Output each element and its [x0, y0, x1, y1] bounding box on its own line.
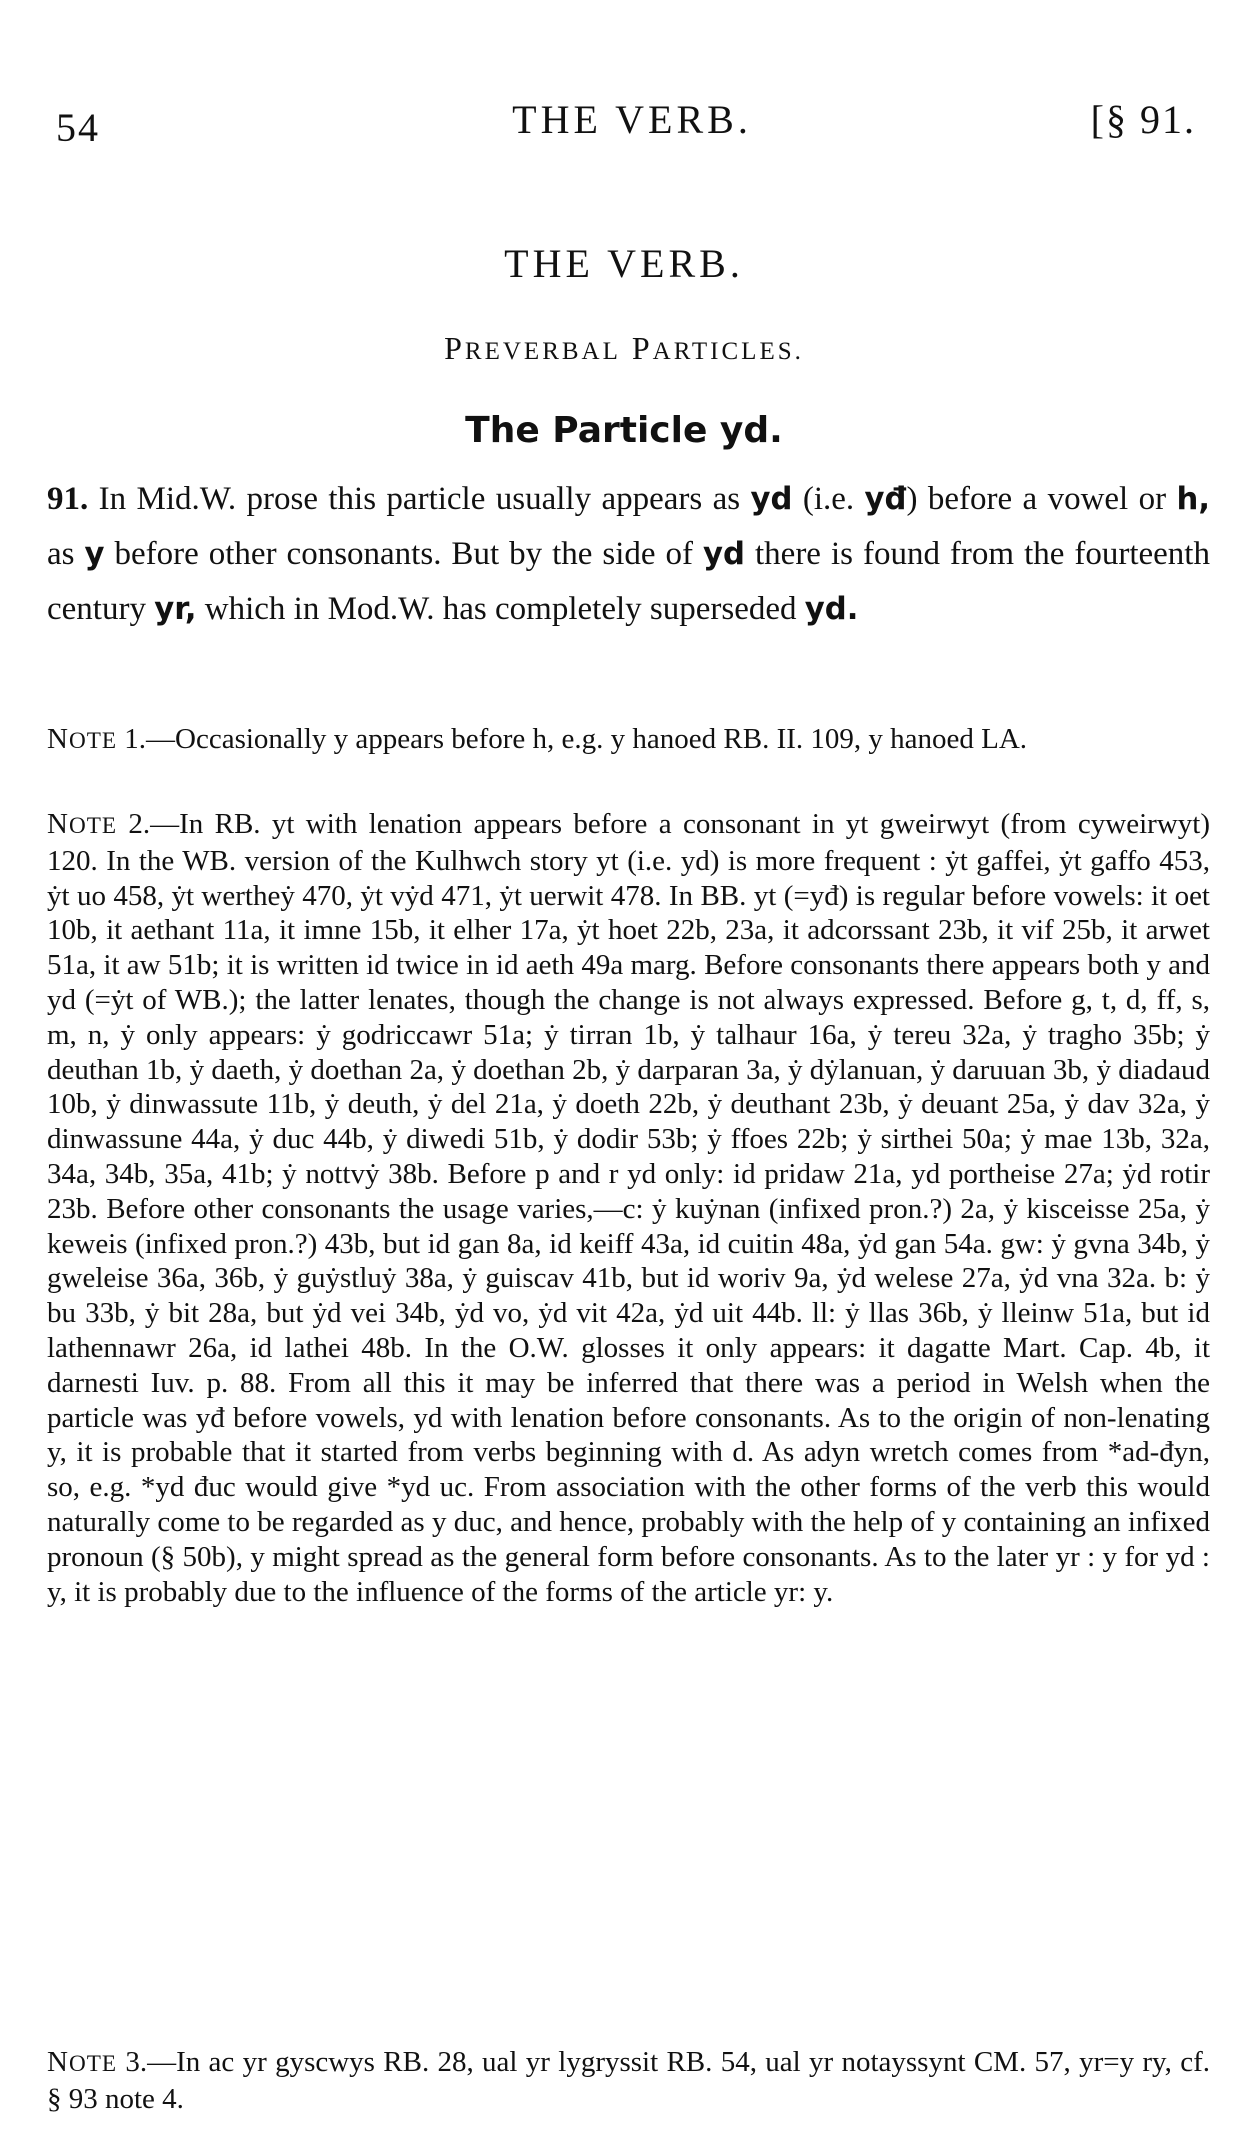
section-title-initial-2: P	[631, 330, 653, 366]
paragraph-91	[47, 472, 1210, 637]
note-text: 3.—In ac yr gyscwys RB. 28, ual yr lygryssit RB. 54, ual yr notayssynt CM. 57, yr=y ry, cf. § 93 note 4.	[47, 2046, 1210, 2115]
chapter-title: THE VERB.	[504, 241, 744, 286]
note-text: 2.—In RB. yt with lenation appears before a consonant in yt gweirwyt (from cyweirwyt) 120. In the WB. version of the Kulhwch story yt (i.e. yd) is more frequent : ẏt gaffei, ẏt gaffo 453, ẏt uo 458, ẏt wertheẏ 470, ẏt vẏd 471, ẏt uerwit 478. In BB. yt (=yđ) is regular before vowels: it oet 10b, it aethant 11a, it imne 15b, it elher 17a, ẏt hoet 22b, 23a, it adcorssant 23b, it vif 25b, it arwet 51a, it aw 51b; it is written id twice in id aeth 49a marg. Before consonants there appears both y and yd (=ẏt of WB.); the latter lenates, though the change is not always expressed. Before g, t, d, ff, s, m, n, ẏ only appears: ẏ godriccawr 51a; ẏ tirran 1b, ẏ talhaur 16a, ẏ tereu 32a, ẏ tragho 35b; ẏ deuthan 1b, ẏ daeth, ẏ doethan 2a, ẏ doethan 2b, ẏ darparan 3a, ẏ dẏlanuan, ẏ daruuan 3b, ẏ diadaud 10b, ẏ dinwassute 11b, ẏ deuth, ẏ del 21a, ẏ doeth 22b, ẏ deuthant 23b, ẏ deuant 25a, ẏ dav 32a, ẏ dinwassune 44a, ẏ duc 44b, ẏ diwedi 51b, ẏ dodir 53b; ẏ ffoes 22b; ẏ sirthei 50a; ẏ mae 13b, 32a, 34a, 34b, 35a, 41b; ẏ nottvẏ 38b. Before p and r yd only: id pridaw 21a, yd portheise 27a; ẏd rotir 23b. Before other consonants the usage varies,—c: ẏ kuẏnan (infixed pron.?) 2a, ẏ kisceisse 25a, ẏ keweis (infixed pron.?) 43b, but id gan 8a, id keiff 43a, id cuitin 48a, ẏd gan 54a. gw: ẏ gvna 34b, ẏ gweleise 36a, 36b, ẏ guẏstluẏ 38a, ẏ guiscav 41b, but id woriv 9a, ẏd welese 27a, ẏd vna 32a. b: ẏ bu 33b, ẏ bit 28a, but ẏd vei 34b, ẏd vo, ẏd vit 42a, ẏd uit 44b. ll: ẏ llas 36b, ẏ lleinw 51a, but id lathennawr 26a, id lathei 48b. In the O.W. glosses it only appears: it dagatte Mart. Cap. 4b, it darnesti Iuv. p. 88. From all this it may be inferred that there was a period in Welsh when the particle was yđ before vowels, yd with lenation before consonants. As to the origin of non-lenating y, it is probable that it started from verbs beginning with d. As adyn wretch comes from *ad-đyn, so, e.g. *yd đuc would give *yd uc. From association with the other forms of the verb this would naturally come to be regarded as y duc, and hence, probably with the help of y containing an infixed pronoun (§ 50b), y might spread as the general form before consonants. As to the later yr : y for yd : y, it is probably due to the influence of the forms of the article yr: y.	[47, 808, 1210, 1608]
para-text: there is found from the fourteenth century	[47, 536, 1210, 627]
para-text: before other consonants. But by the side of	[104, 536, 704, 572]
section-marker: [§ 91.	[1090, 97, 1196, 142]
para-bold: y	[84, 537, 105, 572]
para-text: as	[47, 536, 85, 572]
running-head	[56, 96, 1208, 150]
para-bold: yd.	[804, 592, 859, 627]
paragraph-number: 91.	[47, 481, 89, 517]
para-text: In Mid.W. prose this particle usually appears as	[88, 481, 751, 517]
section-title-word-2: ARTICLES.	[652, 338, 804, 365]
running-title: THE VERB.	[512, 97, 752, 142]
para-text: which in Mod.W. has completely superseded	[196, 591, 805, 627]
para-bold: yđ	[864, 482, 907, 517]
note-2	[47, 807, 1210, 1609]
para-bold: yd	[703, 537, 746, 572]
note-text: 1.—Occasionally y appears before h, e.g. y hanoed RB. II. 109, y hanoed LA.	[117, 723, 1028, 755]
para-bold: yd	[750, 482, 793, 517]
note-3	[47, 2045, 1210, 2117]
note-label: NOTE	[47, 723, 118, 755]
subsection-title: The Particle yd.	[465, 410, 783, 451]
para-text: ) before a vowel or	[906, 481, 1177, 517]
section-title-initial-1: P	[444, 330, 465, 366]
note-label: NOTE	[47, 808, 118, 840]
note-1	[47, 722, 1210, 759]
page-number: 54	[56, 105, 100, 150]
para-text: (i.e.	[792, 481, 865, 517]
note-label: NOTE	[47, 2046, 118, 2078]
section-title	[0, 330, 1248, 367]
para-bold: yr,	[154, 592, 197, 627]
para-bold: h,	[1176, 482, 1210, 517]
section-title-word-1: REVERBAL	[464, 338, 621, 365]
